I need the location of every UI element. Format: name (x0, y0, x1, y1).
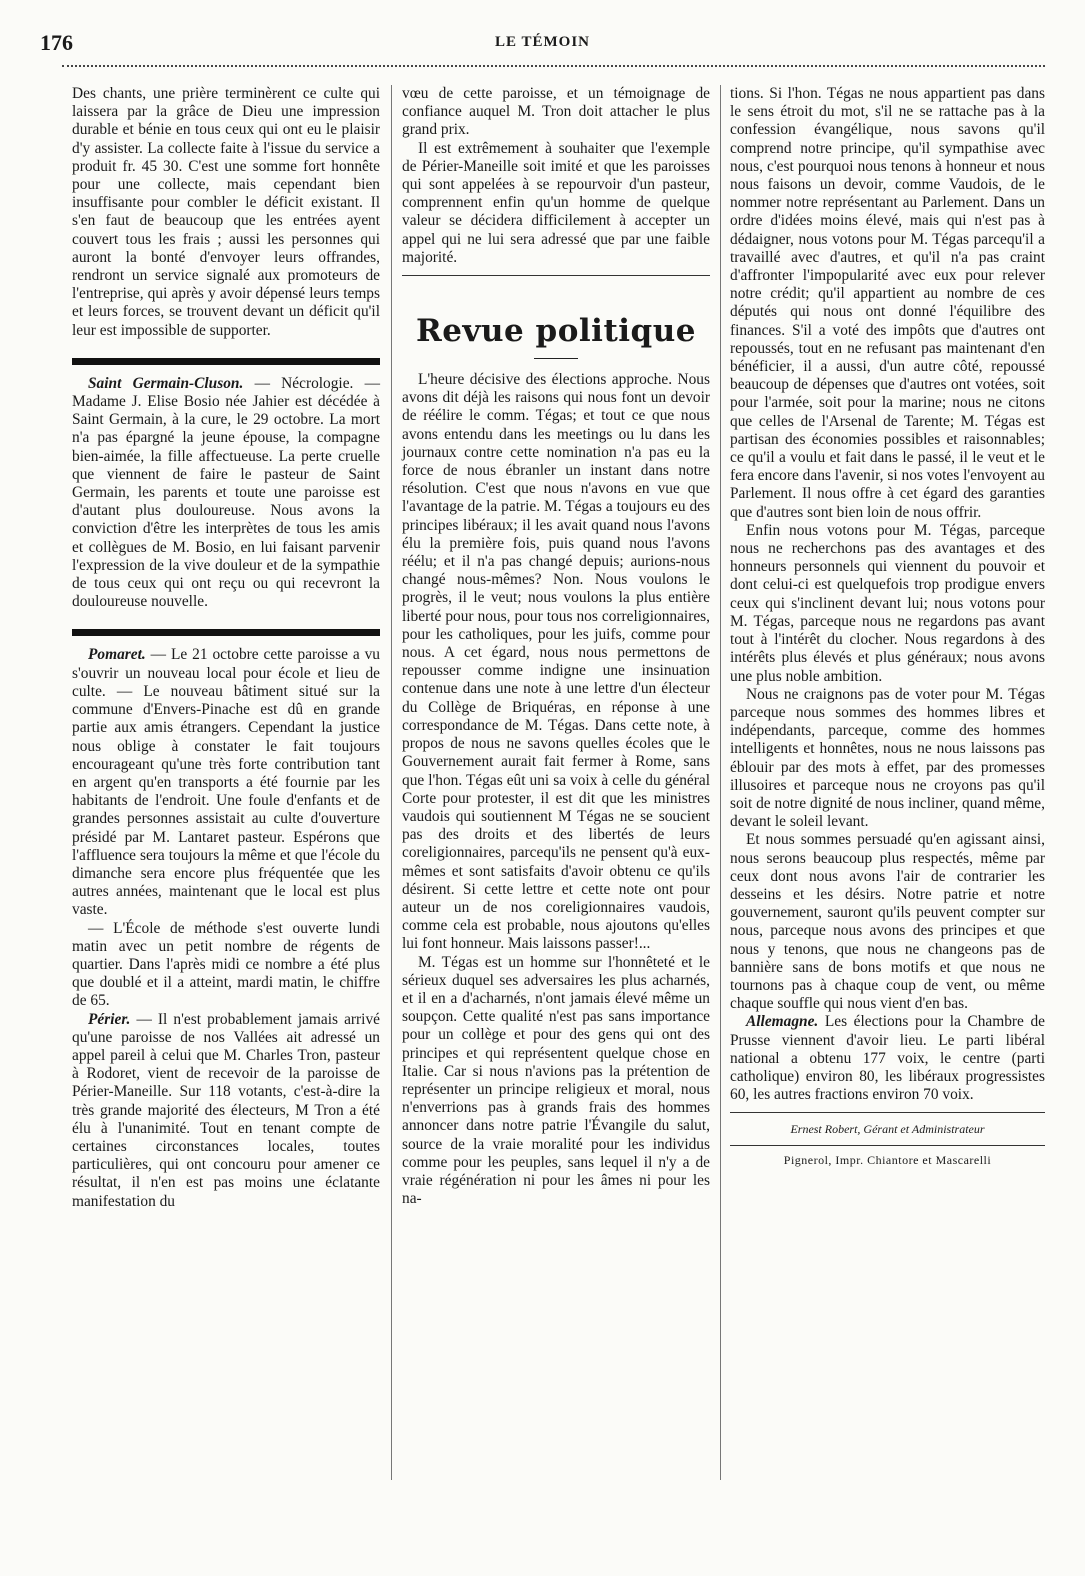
news-item-allemagne (730, 1013, 1045, 1104)
publisher-signature: Ernest Robert, Gérant et Administrateur (790, 1122, 985, 1137)
news-item-saint-germain (72, 375, 380, 612)
article-paragraph: Nous ne craignons pas de voter pour M. Tégas parceque nous sommes des hommes libres et indépendants, parceque, comme des hommes intelligents et honnêtes, nous ne nous laissons pas éblouir par des mots à effet, par des promesses illusoires et parceque nous ne croyons pas qu'il soit de notre dignité de nous incliner, quand même, devant le soleil levant. (730, 685, 1045, 831)
column-2 (402, 85, 710, 1208)
article-paragraph: tions. Si l'hon. Tégas ne nous appartient pas dans le sens étroit du mot, s'il ne se rattache pas à la confession évangélique, nous savons qu'il comprend notre principe, qu'il sympathise avec nous, c'est pourquoi nous tenons à honneur et nous nous faisons un devoir, comme Vaudois, de le nommer notre représentant au Parlement. Dans un ordre d'idées moins élevé, mais qui n'est pas à dédaigner, nous votons pour M. Tégas parcequ'il a travaillé avec d'autres, et qu'il n'a pas craint d'affronter l'impopularité avec eux pour relever notre crédit; qu'il appartient au nombre de ces députés qui nous ont donné l'équilibre des finances. S'il a voté des impôts que d'autres ont repoussés, tout en ne refusant pas maintenant d'en bénéficier, il a aussi, d'un autre côté, repoussé beaucoup de dépenses que d'autres ont votées, soit pour l'armée, soit pour la marine; nous ne citons que celles de l'Arsenal de Tarente; M. Tégas est partisan des économies possibles et raisonnables; ce qu'il a voulu et fait dans le passé, il le veut et le fera encore dans l'avenir, si nos votes l'envoyent au Parlement. Il nous offre à cet égard des garanties que d'autres sont bien loin de nous offrir. (730, 85, 1045, 521)
column-3 (730, 85, 1045, 1168)
footer-rule (730, 1112, 1045, 1113)
running-title: LE TÉMOIN (495, 34, 590, 50)
column-1 (72, 85, 380, 1211)
header-rule (62, 65, 1045, 67)
news-text: — Le 21 octobre cette paroisse a vu s'ouvrir un nouveau local pour école et lieu de culte. — Le nouveau bâtiment situé sur la commune d'Envers-Pinache est dû en grande partie aux amis étrangers. Cependant la justice nous oblige à constater le fait toujours encourageant qu'une très forte contribution tant en argent qu'en transports a été fournie par les habitants de l'endroit. Une foule d'enfants et de grandes personnes assistait au culte d'ouverture présidé par M. Lantaret pasteur. Espérons que l'affluence sera toujours la même et que l'école du dimanche sera encore plus fréquentée que les autres années, maintenant que le local est plus vaste. (72, 646, 380, 919)
article-paragraph: Des chants, une prière terminèrent ce culte qui laissera par la grâce de Dieu une impression durable et bénie en tous ceux qui ont eu le plaisir d'y assister. La collecte faite à l'issue du service a produit fr. 45 30. C'est une somme fort honnête pour une collecte, mais cependant bien insuffisante pour combler le déficit existant. Il s'en faut de beaucoup que les entrées ayent couvert tous les frais ; aussi les personnes qui auront la bonté d'envoyer leurs offrandes, rendront un service signalé aux promoteurs de l'entreprise, qui après y avoir dépensé leurs temps et leurs forces, se trouvent devant un déficit qu'il leur est impossible de supporter. (72, 85, 380, 339)
article-continuation: vœu de cette paroisse, et un témoignage de confiance auquel M. Tron doit attacher le plus grand prix. (402, 85, 710, 139)
article-paragraph: M. Tégas est un homme sur l'honnêteté et le sérieux duquel ses adversaires les plus acharnés, et il en a d'acharnés, n'ont jamais élevé même un soupçon. Cette qualité n'est pas sans importance pour un collège et pour des gens qui ont des principes et qui représentent quelque chose en Italie. Car si nous n'avions pas la prétention de représenter un principe religieux et moral, nous n'enverrions pas à grands frais des hommes annoncer dans notre patrie l'Évangile du salut, source de la vraie moralité pour les individus comme pour les peuples, sans lequel il n'y a de vraie régénération ni pour les âmes ni pour les na- (402, 953, 710, 1208)
location-heading: Allemagne. (746, 1013, 819, 1031)
article-paragraph: L'heure décisive des élections approche. Nous avons dit déjà les raisons qui nous font un devoir de réélire le comm. Tégas; et tout ce que nous avons entendu dans les meetings ou lu dans les journaux contre cette nomination n'a pas eu la force de nous ébranler un instant dans notre résolution. C'est que nous n'avons en vue que l'avantage de la patrie. M. Tégas a toujours eu des principes libéraux; il les avait quand nous l'avons élu la première fois, puis quand nous l'avons réélu; et il n'a pas changé depuis; aurions-nous changé nous-mêmes? Non. Nous voulons le progrès, il le veut; nous voulons la plus entière liberté pour nous, pour tous nos correligionnaires, pour les catholiques, pour les juifs, comme pour nous. A cet égard, nous nous permettons de repousser comme indigne une insinuation contenue dans une note à une lettre d'un électeur du Collège de Briquéras, en réponse à une correspondance de M. Tégas. Dans cette note, à propos de nous ne savons quelles écoles que le Gouvernement aurait fait fermer à Rome, sans que l'hon. Tégas eût uni sa voix à celle du général Corte pour protester, il est dit que les ministres vaudois qui soutiennent M Tégas ne se soucient pas des droits et des libertés de leurs coreligionnaires, parcequ'ils ne pensent qu'à eux-mêmes et sont satisfaits d'avoir obtenu ce qu'ils désirent. Si cette lettre et cette note ont pour auteur un de nos coreligionnaires vaudois, comme cela est probable, nous ajoutons qu'elles lui font honneur. Mais laissons passer!... (402, 371, 710, 953)
location-heading: Saint Germain-Cluson. (88, 374, 244, 392)
footer-rule (730, 1145, 1045, 1146)
location-heading: Périer. (88, 1010, 131, 1028)
section-title: Revue politique (416, 313, 696, 350)
location-heading: Pomaret. (88, 646, 146, 664)
section-separator (72, 629, 380, 636)
section-separator (402, 275, 710, 276)
column-divider (720, 85, 721, 1480)
article-paragraph: Il est extrêmement à souhaiter que l'exemple de Périer-Maneille soit imité et que les paroisses qui sont appelées à se repourvoir d'un pasteur, comprennent enfin qu'un homme de quelque valeur se décidera difficilement à accepter un appel qui ne lui sera adressé que par une faible majorité. (402, 139, 710, 266)
title-rule (534, 358, 578, 359)
news-item-pomaret (72, 646, 380, 919)
column-divider (391, 85, 392, 1480)
section-separator (72, 358, 380, 365)
page-header (40, 30, 1045, 54)
printer-line: Pignerol, Impr. Chiantore et Mascarelli (783, 1153, 992, 1168)
page-number: 176 (40, 30, 73, 55)
news-text: — Il n'est probablement jamais arrivé qu'une paroisse de nos Vallées ait adressé un appel pareil à celui que M. Charles Tron, pasteur à Rodoret, vient de recevoir de la paroisse de Périer-Maneille. Sur 118 votants, c'est-à-dire la très grande majorité des électeurs, M Tron a été élu à l'unanimité. Tout en tenant compte de certaines circonstances locales, toutes particulières, qui ont concouru pour amener ce résultat, il n'en est pas moins une éclatante manifestation du (72, 1010, 380, 1210)
article-paragraph: Et nous sommes persuadé qu'en agissant ainsi, nous serons beaucoup plus respectés, même par ceux dont nous avons l'air de contrarier les desseins et les désirs. Notre patrie et notre gouvernement, sauront qu'ils peuvent compter sur nous, parceque nous avons des principes et que nous y tenons, que nous ne changeons pas de bannière sans de bons motifs et que nous ne tournons pas à chaque coup de vent, ou même chaque souffle qui nous vient d'en bas. (730, 831, 1045, 1013)
news-text: Les élections pour la Chambre de Prusse viennent d'avoir lieu. Le parti libéral national a obtenu 177 voix, le centre (parti catholique) environ 80, les libéraux progressistes 60, les autres fractions environ 70 voix. (730, 1013, 1045, 1104)
imprint (730, 1121, 1045, 1168)
news-text: — Nécrologie. — Madame J. Elise Bosio née Jahier est décédée à Saint Germain, à la cure, le 29 octobre. La mort n'a pas épargné la jeune épouse, la compagne bien-aimée, la fille affectueuse. La perte cruelle que viennent de faire le pasteur de Saint Germain, les parents et toute une paroisse est d'autant plus douloureuse. Nous avons la conviction d'être les interprètes de tous les amis et collègues de M. Bosio, en lui faisant parvenir l'expression de la vive douleur et de la sympathie de tous ceux qui ont reçu ou qui recevront la douloureuse nouvelle. (72, 374, 380, 611)
news-item-perier (72, 1011, 380, 1211)
article-paragraph: Enfin nous votons pour M. Tégas, parceque nous ne recherchons pas des avantages et des honneurs personnels qui viennent du pouvoir et dont celui-ci est quelquefois trop prodigue envers ceux qui s'inclinent devant lui; nous votons pour M. Tégas, parceque nous ne regardons pas avant tout à l'intérêt du clocher. Nous regardons à des intérêts plus élevés et plus généraux; nous avons une plus noble ambition. (730, 521, 1045, 685)
news-paragraph: — L'École de méthode s'est ouverte lundi matin avec un petit nombre de régents de quartier. Dans l'après midi ce nombre a été plus que doublé et il a atteint, mardi matin, le chiffre de 65. (72, 919, 380, 1010)
